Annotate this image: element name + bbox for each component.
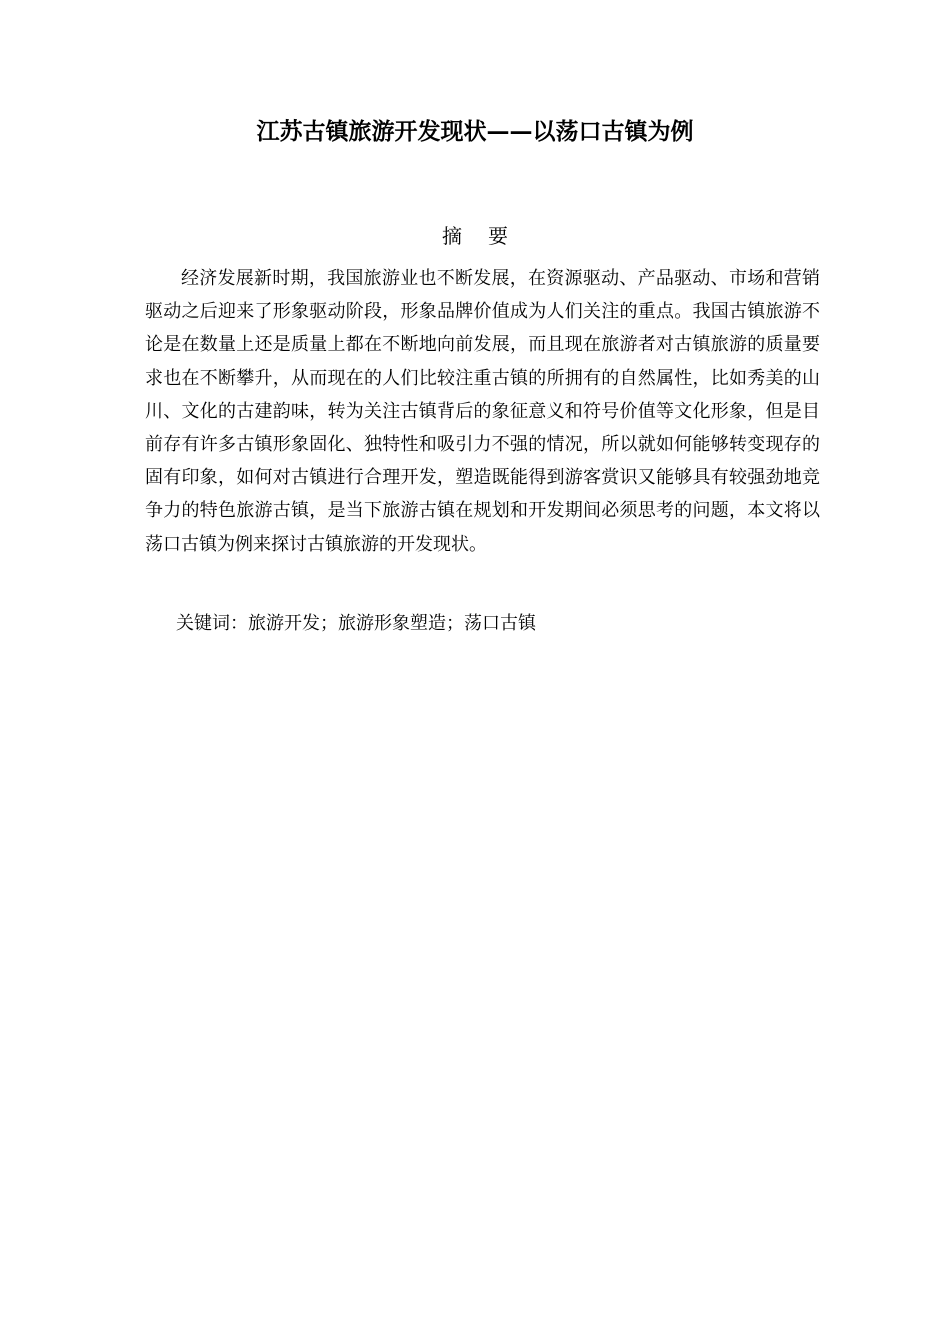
keywords-line [176,607,536,640]
abstract-heading [0,220,950,252]
abstract-body: 经济发展新时期，我国旅游业也不断发展，在资源驱动、产品驱动、市场和营销驱动之后迎来了形象驱动阶段，形象品牌价值成为人们关注的重点。我国古镇旅游不论是在数量上还是质量上都在不断地向前发展，而且现在旅游者对古镇旅游的质量要求也在不断攀升，从而现在的人们比较注重古镇的所拥有的自然属性，比如秀美的山川、文化的古建韵味，转为关注古镇背后的象征意义和符号价值等文化形象，但是目前存有许多古镇形象固化、独特性和吸引力不强的情况，所以就如何能够转变现存的固有印象，如何对古镇进行合理开发，塑造既能得到游客赏识又能够具有较强劲地竞争力的特色旅游古镇，是当下旅游古镇在规划和开发期间必须思考的问题，本文将以荡口古镇为例来探讨古镇旅游的开发现状。 [145,268,820,555]
keywords-text: 旅游开发；旅游形象塑造；荡口古镇 [248,613,536,634]
keywords-label: 关键词： [176,613,248,634]
abstract-heading-char-1: 摘 [442,224,462,248]
abstract-heading-char-2: 要 [488,224,508,248]
paper-title: 江苏古镇旅游开发现状——以荡口古镇为例 [256,118,694,145]
